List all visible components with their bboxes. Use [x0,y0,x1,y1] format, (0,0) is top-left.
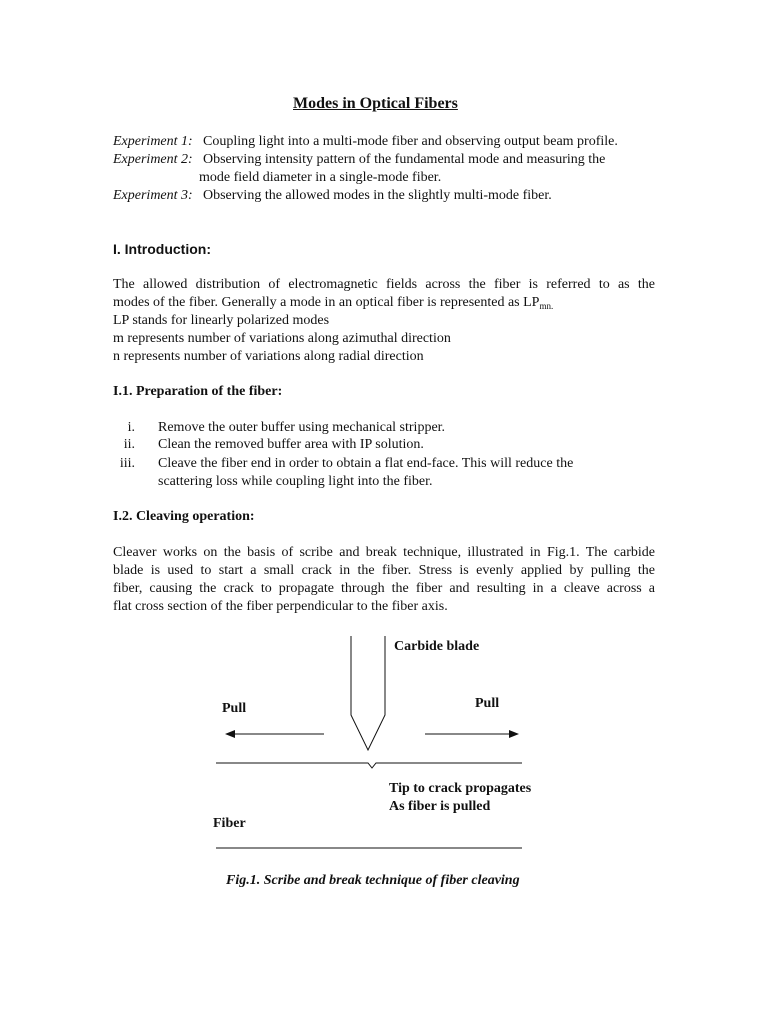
fiber-top-edge [216,763,522,768]
pull-right-label: Pull [475,696,500,711]
section-heading-preparation: I.1. Preparation of the fiber: [113,384,283,399]
experiment-text: Observing intensity pattern of the fundamental mode and measuring the [203,152,606,167]
experiment-label: Experiment 3: [113,188,193,203]
carbide-blade-label: Carbide blade [394,639,480,654]
mode-subscript: mn. [539,301,554,311]
section-heading-introduction: I. Introduction: [113,241,211,257]
figure-caption: Fig.1. Scribe and break technique of fiber cleaving [226,873,520,888]
list-number: ii. [123,437,135,452]
crack-tip-label-cont: As fiber is pulled [389,799,491,814]
experiment-label: Experiment 1: [113,134,193,149]
list-item: Clean the removed buffer area with IP solution. [158,437,424,452]
paragraph-line: m represents number of variations along azimuthal direction [113,331,451,346]
list-item: Cleave the fiber end in order to obtain a flat end-face. This will reduce the [158,456,574,471]
fiber-label: Fiber [213,816,246,831]
carbide-blade [351,636,385,750]
paragraph-line: Cleaver works on the basis of scribe and break technique, illustrated in Fig.1. The carbide [113,545,655,560]
section-heading-cleaving: I.2. Cleaving operation: [113,509,255,524]
experiment-text: Coupling light into a multi-mode fiber and observing output beam profile. [203,134,618,149]
paragraph-line: flat cross section of the fiber perpendicular to the fiber axis. [113,599,448,614]
list-item-cont: scattering loss while coupling light into the fiber. [158,474,433,489]
paragraph-line: n represents number of variations along radial direction [113,349,424,364]
paragraph-line: The allowed distribution of electromagnetic fields across the fiber is referred to as the [113,277,655,292]
list-number: iii. [119,456,135,471]
experiment-text: Observing the allowed modes in the slightly multi-mode fiber. [203,188,552,203]
paragraph-line: blade is used to start a small crack in the fiber. Stress is evenly applied by pulling the [113,563,655,578]
paragraph-line: LP stands for linearly polarized modes [113,313,330,328]
paragraph-line: fiber, causing the crack to propagate through the fiber and resulting in a cleave across a [113,581,655,596]
arrowhead-left [225,730,235,738]
experiment-text-cont: mode field diameter in a single-mode fiber. [199,170,442,185]
list-number: i. [127,420,135,435]
arrowhead-right [509,730,519,738]
experiment-label: Experiment 2: [113,152,193,167]
crack-tip-label: Tip to crack propagates [389,781,532,796]
pull-left-label: Pull [222,701,247,716]
list-item: Remove the outer buffer using mechanical stripper. [158,420,446,435]
paragraph-text: modes of the fiber. Generally a mode in an optical fiber is represented as LP [113,295,540,310]
document-title: Modes in Optical Fibers [293,95,458,112]
